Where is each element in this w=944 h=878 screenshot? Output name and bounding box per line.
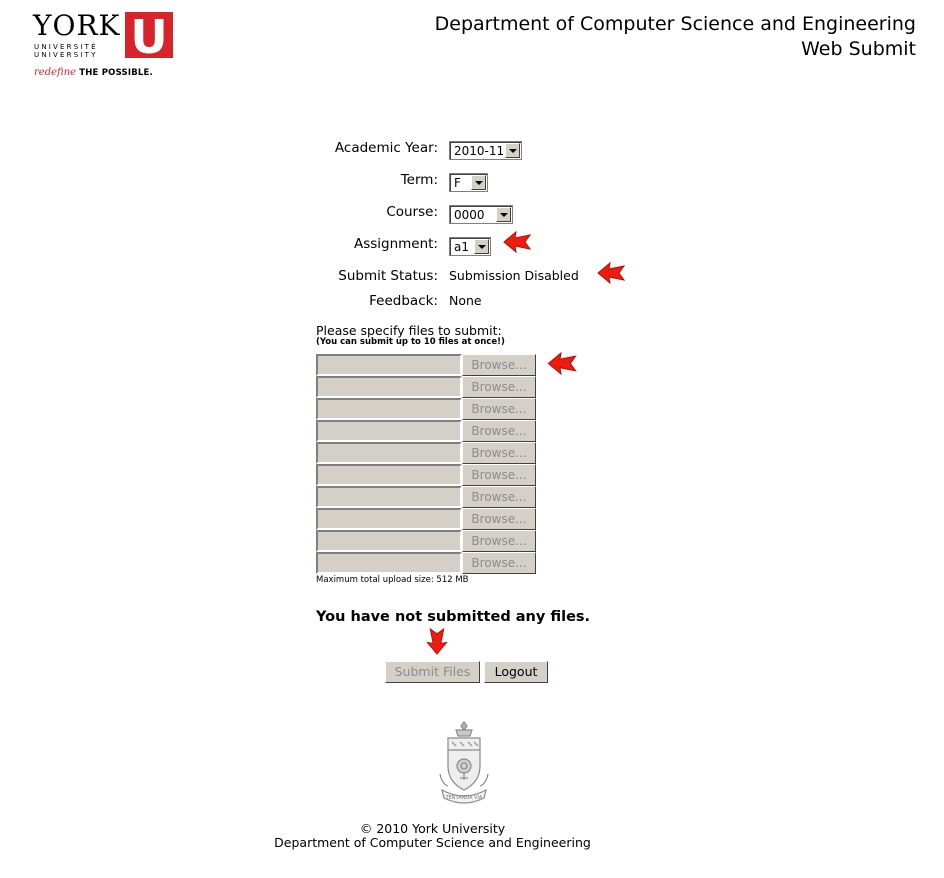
file-input-list [316,354,536,574]
submit-status-label: Submit Status: [338,268,438,284]
logo-u-mark [125,12,173,58]
chevron-down-icon[interactable] [471,175,486,190]
logo-wordmark: YORK [33,9,121,42]
crest-motto: TENTANDA VIA [445,795,483,801]
footer-department: Department of Computer Science and Engineering [274,835,591,850]
file-path-field[interactable] [316,442,462,464]
course-select[interactable]: 0000 [449,205,513,224]
page-header [435,12,916,62]
term-select[interactable]: F [449,173,488,192]
department-title: Department of Computer Science and Engineering [434,13,916,35]
files-limit-note: (You can submit up to 10 files at once!) [316,337,505,347]
browse-button[interactable]: Browse... [462,464,536,486]
assignment-label: Assignment: [353,236,438,252]
file-path-field[interactable] [316,486,462,508]
chevron-down-icon[interactable] [496,207,511,222]
file-path-field[interactable] [316,530,462,552]
course-label: Course: [386,204,438,220]
browse-button[interactable]: Browse... [462,354,536,376]
max-upload-size: Maximum total upload size: 512 MB [316,575,469,585]
chevron-down-icon[interactable] [505,143,520,158]
chevron-down-icon[interactable] [474,239,489,254]
file-path-field[interactable] [316,354,462,376]
file-input-row [316,530,536,552]
academic-year-select[interactable]: 2010-11 [449,141,522,160]
logo-university: UNIVERSITY [34,51,98,59]
browse-button[interactable]: Browse... [462,398,536,420]
submission-status-message: You have not submitted any files. [316,609,591,625]
browse-button[interactable]: Browse... [462,420,536,442]
file-path-field[interactable] [316,376,462,398]
file-input-row [316,398,536,420]
logo-u-letter: U [130,12,168,58]
feedback-label: Feedback: [369,293,438,309]
files-instructions: Please specify files to submit: [316,323,502,338]
logo-universite: UNIVERSITÉ [34,43,98,51]
file-input-row [316,552,536,574]
submit-files-button[interactable]: Submit Files [385,661,480,683]
left-arrow-icon [597,262,625,284]
file-input-row [316,464,536,486]
browse-button[interactable]: Browse... [462,552,536,574]
submit-status-value: Submission Disabled [449,268,579,283]
left-arrow-icon [503,231,531,253]
assignment-select[interactable]: a1 [449,237,491,256]
file-path-field[interactable] [316,420,462,442]
left-arrow-icon [547,352,577,375]
app-title: Web Submit [801,38,916,60]
file-input-row [316,376,536,398]
term-label: Term: [400,172,438,188]
down-arrow-icon [426,628,448,655]
browse-button[interactable]: Browse... [462,376,536,398]
file-path-field[interactable] [316,552,462,574]
academic-year-label: Academic Year: [334,140,438,156]
file-path-field[interactable] [316,464,462,486]
browse-button[interactable]: Browse... [462,530,536,552]
file-path-field[interactable] [316,398,462,420]
york-crest-icon [436,720,492,810]
york-university-logo [33,9,178,80]
browse-button[interactable]: Browse... [462,442,536,464]
feedback-value: None [449,293,482,308]
copyright-text: © 2010 York University [359,821,506,836]
file-input-row [316,442,536,464]
file-input-row [316,486,536,508]
logout-button[interactable]: Logout [484,661,548,683]
page-footer [0,822,944,850]
browse-button[interactable]: Browse... [462,508,536,530]
file-input-row [316,508,536,530]
logo-tagline: redefine THE POSSIBLE. [34,67,153,78]
browse-button[interactable]: Browse... [462,486,536,508]
file-input-row [316,420,536,442]
file-input-row [316,354,536,376]
file-path-field[interactable] [316,508,462,530]
